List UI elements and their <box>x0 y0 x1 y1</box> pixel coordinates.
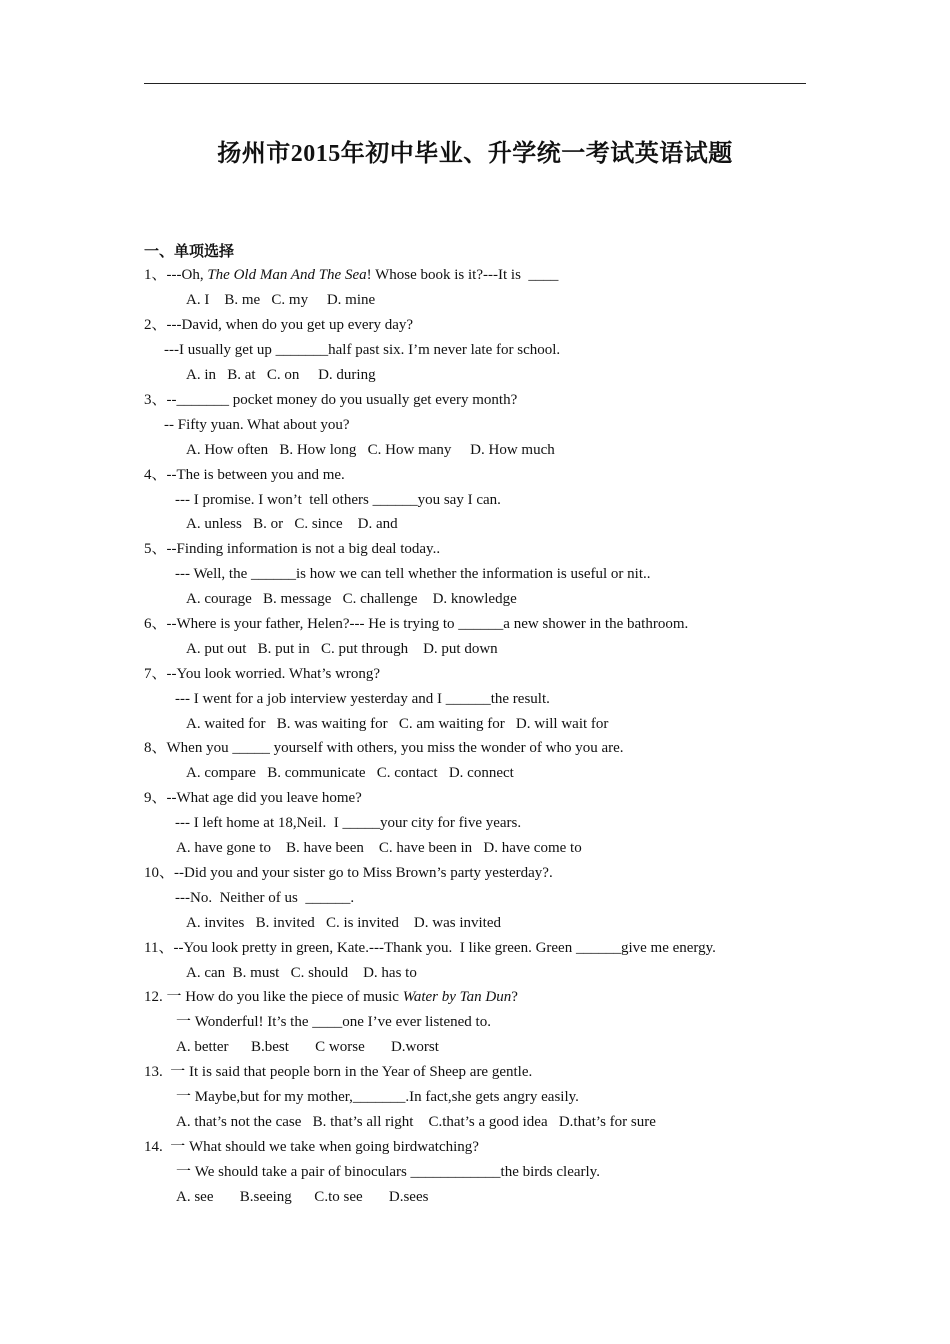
question-1-line-1: 1、---Oh, The Old Man And The Sea! Whose book is it?---It is ____ <box>144 267 559 283</box>
question-10-line-1: 10、--Did you and your sister go to Miss Brown’s party yesterday?. <box>144 865 553 881</box>
question-13-line-1: 13. 一 It is said that people born in the Year of Sheep are gentle. <box>144 1064 533 1080</box>
question-5-line-2: --- Well, the ______is how we can tell whether the information is useful or nit.. <box>175 566 651 582</box>
question-10-line-2: ---No. Neither of us ______. <box>175 890 355 906</box>
question-1-options: A. I B. me C. my D. mine <box>186 292 376 308</box>
question-10-options: A. invites B. invited C. is invited D. was invited <box>186 915 501 931</box>
question-9-line-1: 9、--What age did you leave home? <box>144 790 362 806</box>
section-heading: 一、单项选择 <box>144 244 235 260</box>
header-rule <box>144 83 806 84</box>
question-4-line-2: --- I promise. I won’t tell others ______you say I can. <box>175 492 501 508</box>
italic-title: The Old Man And The Sea <box>207 267 367 283</box>
question-14-line-1: 14. 一 What should we take when going birdwatching? <box>144 1139 479 1155</box>
question-2-line-1: 2、---David, when do you get up every day? <box>144 317 414 333</box>
question-6-options: A. put out B. put in C. put through D. put down <box>186 641 498 657</box>
question-9-options: A. have gone to B. have been C. have been in D. have come to <box>176 840 582 856</box>
question-5-line-1: 5、--Finding information is not a big deal today.. <box>144 541 441 557</box>
question-13-line-2: 一 Maybe,but for my mother,_______.In fact,she gets angry easily. <box>176 1089 579 1105</box>
question-3-line-2: -- Fifty yuan. What about you? <box>164 417 350 433</box>
question-3-options: A. How often B. How long C. How many D. How much <box>186 442 555 458</box>
question-8-options: A. compare B. communicate C. contact D. connect <box>186 765 514 781</box>
question-12-options: A. better B.best C worse D.worst <box>176 1039 439 1055</box>
question-14-options: A. see B.seeing C.to see D.sees <box>176 1189 429 1205</box>
question-3-line-1: 3、--_______ pocket money do you usually get every month? <box>144 392 518 408</box>
question-2-line-2: ---I usually get up _______half past six. I’m never late for school. <box>164 342 561 358</box>
question-12-line-2: 一 Wonderful! It’s the ____one I’ve ever listened to. <box>176 1014 491 1030</box>
question-8-line-1: 8、When you _____ yourself with others, you miss the wonder of who you are. <box>144 740 624 756</box>
question-14-line-2: 一 We should take a pair of binoculars ____________the birds clearly. <box>176 1164 600 1180</box>
question-7-line-2: --- I went for a job interview yesterday and I ______the result. <box>175 691 550 707</box>
document-title: 扬州市2015年初中毕业、升学统一考试英语试题 <box>217 141 733 167</box>
question-6-line-1: 6、--Where is your father, Helen?--- He is trying to ______a new shower in the bathroom. <box>144 616 689 632</box>
question-7-options: A. waited for B. was waiting for C. am waiting for D. will wait for <box>186 716 609 732</box>
question-12-line-1: 12. 一 How do you like the piece of music Water by Tan Dun? <box>144 989 518 1005</box>
question-4-options: A. unless B. or C. since D. and <box>186 516 398 532</box>
question-11-options: A. can B. must C. should D. has to <box>186 965 417 981</box>
question-11-line-1: 11、--You look pretty in green, Kate.---Thank you. I like green. Green ______give me energy. <box>144 940 716 956</box>
question-5-options: A. courage B. message C. challenge D. knowledge <box>186 591 517 607</box>
question-4-line-1: 4、--The is between you and me. <box>144 467 345 483</box>
italic-title: Water by Tan Dun <box>402 989 512 1005</box>
question-9-line-2: --- I left home at 18,Neil. I _____your city for five years. <box>175 815 522 831</box>
question-7-line-1: 7、--You look worried. What’s wrong? <box>144 666 381 682</box>
question-2-options: A. in B. at C. on D. during <box>186 367 376 383</box>
question-13-options: A. that’s not the case B. that’s all right C.that’s a good idea D.that’s for sure <box>176 1114 656 1130</box>
